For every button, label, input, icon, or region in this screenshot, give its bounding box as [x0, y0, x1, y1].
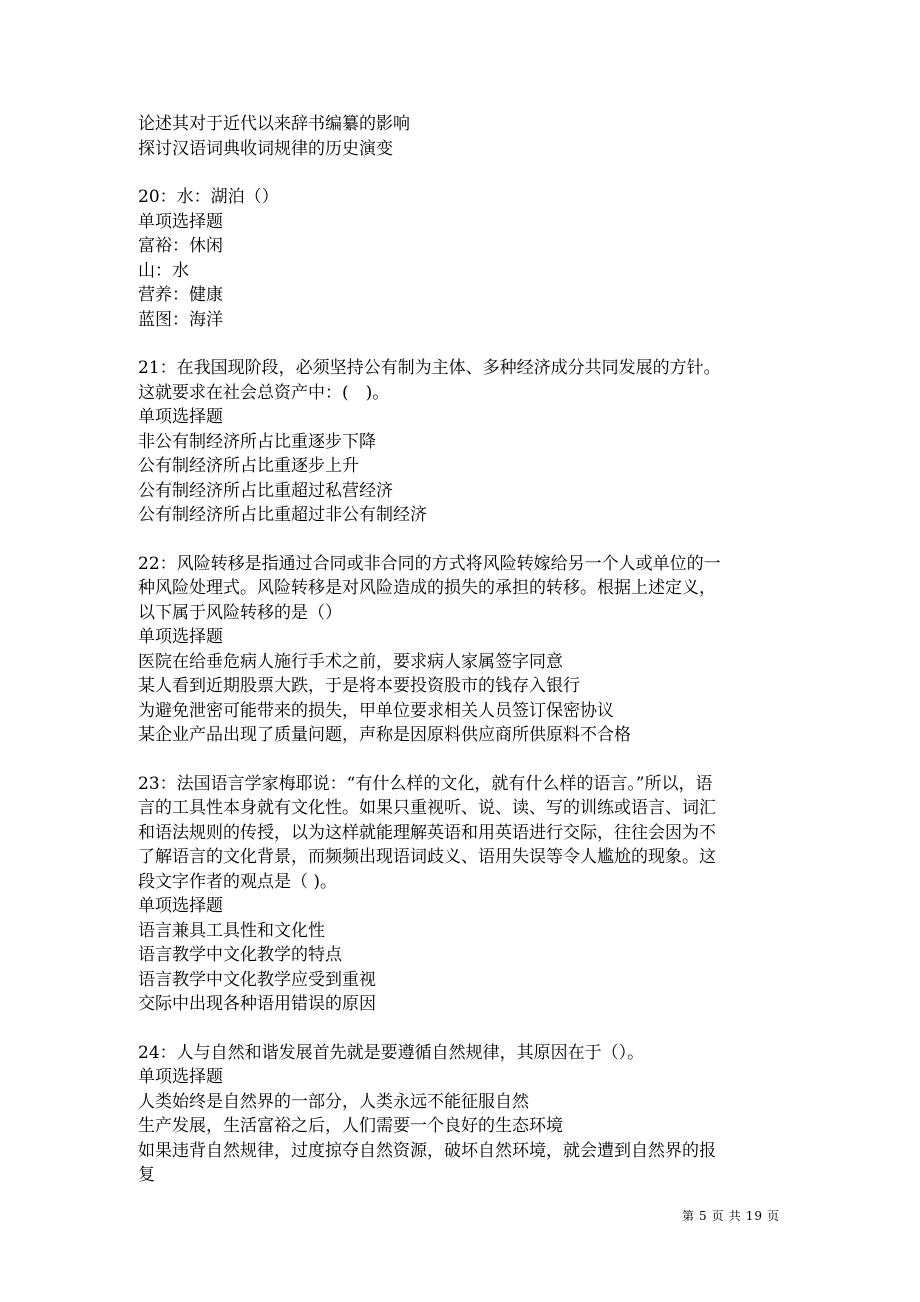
page-content — [138, 112, 788, 1188]
question-24 — [138, 1041, 788, 1188]
question-stem: 种风险处理式。风险转移是对风险造成的损失的承担的转移。根据上述定义， — [138, 578, 716, 598]
option-text: 语言兼具工具性和文化性 — [138, 920, 325, 941]
option-text: 蓝图：海洋 — [138, 309, 223, 330]
option-text: 营养：健康 — [138, 285, 223, 305]
footer-total-prefix: 共 — [728, 1209, 742, 1223]
question-stem: 言的工具性本身就有文化性。如果只重视听、说、读、写的训练或语言、词汇 — [138, 798, 716, 818]
option-text: 人类始终是自然界的一部分，人类永远不能征服自然 — [138, 1091, 529, 1112]
question-stem: 和语法规则的传授，以为这样就能理解英语和用英语进行交际，往往会因为不 — [138, 822, 716, 843]
option-text: 为避免泄密可能带来的损失，甲单位要求相关人员签订保密协议 — [138, 700, 614, 721]
question-type: 单项选择题 — [138, 407, 223, 427]
option-text: 论述其对于近代以来辞书编纂的影响 — [138, 114, 410, 134]
question-20 — [138, 185, 788, 332]
question-type: 单项选择题 — [138, 211, 223, 232]
question-type: 单项选择题 — [138, 627, 223, 647]
question-stem: 这就要求在社会总资产中：( )。 — [138, 382, 390, 403]
footer-prefix: 第 — [682, 1209, 696, 1223]
option-text: 语言教学中文化教学应受到重视 — [138, 969, 376, 990]
option-text: 某企业产品出现了质量问题，声称是因原料供应商所供原料不合格 — [138, 725, 631, 745]
question-stem: 了解语言的文化背景，而频频出现语词歧义、语用失误等令人尴尬的现象。这 — [138, 847, 716, 867]
question-stem: 24：人与自然和谐发展首先就是要遵循自然规律，其原因在于（）。 — [138, 1042, 645, 1063]
question-stem: 20：水：湖泊（） — [138, 187, 279, 207]
question-stem: 23：法国语言学家梅耶说：“有什么样的文化，就有什么样的语言。”所以，语 — [138, 773, 713, 794]
option-text: 交际中出现各种语用错误的原因 — [138, 994, 376, 1014]
question-type: 单项选择题 — [138, 1067, 223, 1087]
option-text: 复 — [138, 1165, 155, 1185]
option-text: 某人看到近期股票大跌，于是将本要投资股市的钱存入银行 — [138, 676, 580, 696]
footer-suffix: 页 — [766, 1209, 780, 1223]
option-text: 如果违背自然规律，过度掠夺自然资源，破坏自然环境，就会遭到自然界的报 — [138, 1140, 716, 1161]
question-stem: 以下属于风险转移的是（） — [138, 602, 342, 623]
option-text: 医院在给垂危病人施行手术之前，要求病人家属签字同意 — [138, 651, 563, 672]
question-21 — [138, 356, 788, 528]
option-text: 语言教学中文化教学的特点 — [138, 945, 342, 965]
intro-block — [138, 112, 788, 161]
option-text: 公有制经济所占比重逐步上升 — [138, 456, 359, 476]
footer-mid: 页 — [711, 1209, 725, 1223]
question-stem: 22：风险转移是指通过合同或非合同的方式将风险转嫁给另一个人或单位的一 — [138, 553, 721, 574]
question-stem: 段文字作者的观点是（ )。 — [138, 871, 338, 892]
question-22 — [138, 552, 788, 748]
total-pages: 19 — [745, 1209, 763, 1223]
option-text: 非公有制经济所占比重逐步下降 — [138, 431, 376, 452]
option-text: 公有制经济所占比重超过私营经济 — [138, 480, 393, 501]
question-type: 单项选择题 — [138, 896, 223, 916]
option-text: 公有制经济所占比重超过非公有制经济 — [138, 505, 427, 525]
option-text: 富裕：休闲 — [138, 236, 223, 256]
question-stem: 21：在我国现阶段，必须坚持公有制为主体、多种经济成分共同发展的方针。 — [138, 358, 721, 378]
question-23 — [138, 772, 788, 1017]
option-text: 探讨汉语词典收词规律的历史演变 — [138, 138, 393, 159]
page-number: 5 — [699, 1209, 708, 1223]
option-text: 山：水 — [138, 260, 189, 281]
option-text: 生产发展，生活富裕之后，人们需要一个良好的生态环境 — [138, 1116, 563, 1136]
page-footer — [0, 1207, 782, 1224]
